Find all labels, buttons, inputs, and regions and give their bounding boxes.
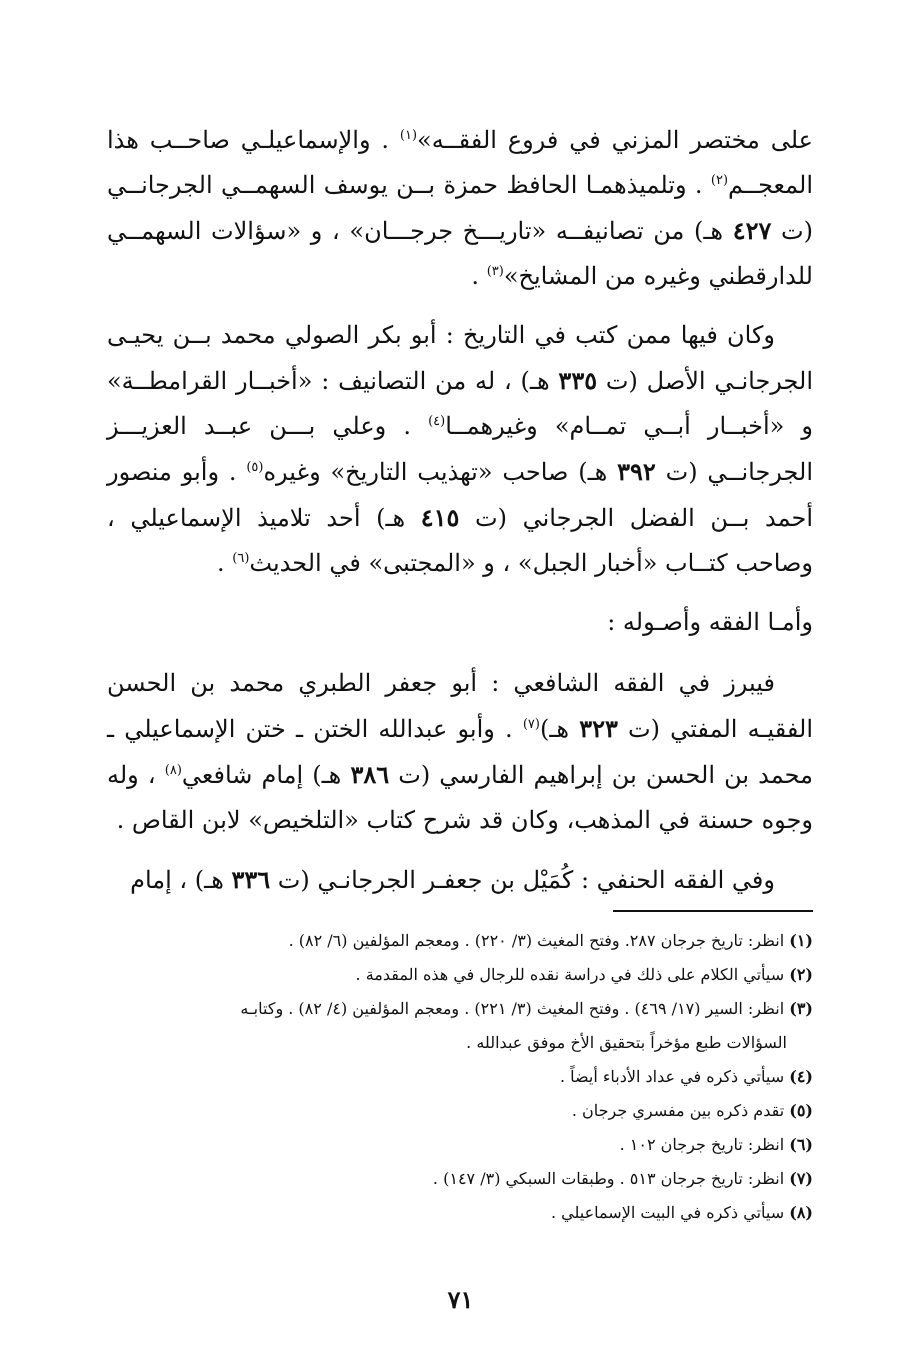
footnote-number: (٧) xyxy=(789,1169,813,1188)
footnote-number: (١) xyxy=(789,931,813,950)
death-year: ٣٣٥ xyxy=(558,366,598,395)
text-run: على مختصر المزني في فروع الفقــه» xyxy=(417,126,813,154)
death-year: ٤٢٧ xyxy=(732,216,772,245)
text-run: هـ) إمام شافعي xyxy=(181,761,351,789)
text-run: . وأبو منصور أحمد بــن الفضل الجرجاني (ت xyxy=(107,458,814,532)
text-run: ، وله وجوه حسنة في المذهب، وكان قد شرح كتاب «التلخيص» لابن القاص . xyxy=(107,761,813,834)
text-run: هـ) xyxy=(539,715,580,743)
footnote-text: سيأتي ذكره في عداد الأدباء أيضاً . xyxy=(560,1067,785,1086)
footnote-text: انظر: تاريخ جرجان ٢٨٧. وفتح المغيث (٣/ ٢٢٠) . ومعجم المؤلفين (٦/ ٨٢) . xyxy=(288,931,785,950)
text-run: وفي الفقه الحنفي : كُمَيْل بن جعفـر الجرجانـي (ت xyxy=(270,866,775,894)
footnote-text-continued: السؤالات طبع مؤخراً بتحقيق الأخ موفق عبدالله . xyxy=(466,1033,787,1052)
text-run: . وعلي بـــن عبــد العزيـــز الجرجانــي (ت xyxy=(107,412,813,486)
footnote-ref-7[interactable]: (٧) xyxy=(522,717,540,732)
text-run: . والإسماعيلـي صاحــب هذا المعجــم xyxy=(107,126,813,199)
text-run: . وأبو عبدالله الختن ـ ختن الإسماعيلي ـ محمد بن الحسن بن إبراهيم الفارسي (ت xyxy=(107,715,814,789)
footnote-text: انظر: تاريخ جرجان ٥١٣ . وطبقات السبكي (٣/ ١٤٧) . xyxy=(432,1169,785,1188)
footnote-7 xyxy=(101,1162,813,1196)
text-run: وكان فيها ممن كتب في التاريخ : أبو بكر الصولي محمد بــن يحيـى الجرجانـي الأصل (ت xyxy=(107,321,813,395)
footnote-number: (٥) xyxy=(789,1101,813,1120)
footnote-text: انظر: السير (١٧/ ٤٦٩) . وفتح المغيث (٣/ ٢٢١) . ومعجم المؤلفين (٤/ ٨٢) . وكتابـه xyxy=(240,999,785,1018)
footnote-ref-2[interactable]: (٢) xyxy=(710,173,729,188)
death-year: ٤١٥ xyxy=(420,503,460,532)
footnote-5 xyxy=(101,1094,813,1128)
footnote-text: تقدم ذكره بين مفسري جرجان . xyxy=(571,1101,785,1120)
death-year: ٣٩٢ xyxy=(617,457,656,486)
main-text xyxy=(107,118,813,903)
footnote-text: انظر: تاريخ جرجان ١٠٢ . xyxy=(619,1135,785,1154)
text-run: . وتلميذهمـا الحافظ حمزة بــن يوسف السهمــي الجرجانــي (ت xyxy=(107,171,813,245)
footnote-number: (٦) xyxy=(789,1135,813,1154)
text-run: هـ) من تصانيفــه «تاريـــخ جرجـــان» ، و «سؤالات السهمــي للدارقطني وغيره من المشايخ» xyxy=(107,217,813,290)
footnote-6 xyxy=(101,1128,813,1162)
footnote-number: (٨) xyxy=(789,1203,813,1222)
text-run: . xyxy=(471,262,487,290)
paragraph-5 xyxy=(107,857,813,903)
footnote-ref-3[interactable]: (٣) xyxy=(486,264,504,279)
paragraph-1 xyxy=(107,118,813,299)
footnote-number: (٣) xyxy=(789,999,813,1018)
text-run: هـ) ، إمام xyxy=(130,866,232,894)
footnote-ref-6[interactable]: (٦) xyxy=(232,551,250,566)
footnote-4 xyxy=(101,1060,813,1094)
death-year: ٣٣٦ xyxy=(231,865,271,894)
paragraph-2 xyxy=(107,313,813,586)
text-run: . xyxy=(217,549,233,577)
section-heading: وأمـا الفقه وأصـوله : xyxy=(607,608,813,636)
footnote-number: (٢) xyxy=(789,965,813,984)
footnote-text: سيأتي الكلام على ذلك في دراسة نقده للرجال في هذه المقدمة . xyxy=(355,965,785,984)
footnote-8 xyxy=(101,1196,813,1230)
footnote-text: سيأتي ذكره في البيت الإسماعيلي . xyxy=(551,1203,785,1222)
footnote-3 xyxy=(101,992,813,1060)
footnote-ref-4[interactable]: (٤) xyxy=(428,414,446,429)
text-run: هـ) صاحب «تهذيب التاريخ» وغيره xyxy=(263,458,618,486)
text-run: هـ) ، له من التصانيف : «أخبــار القرامطــة» و «أخبــار أبــي تمــام» وغيرهمــا xyxy=(107,367,813,440)
text-run: فيبرز في الفقه الشافعي : أبو جعفر الطبري محمد بن الحسن الفقيـه المفتي (ت xyxy=(107,669,813,743)
death-year: ٣٨٦ xyxy=(350,760,390,789)
footnote-ref-8[interactable]: (٨) xyxy=(164,763,182,778)
footnotes xyxy=(101,924,813,1230)
text-run: هـ) أحد تلاميذ الإسماعيلي ، وصاحب كتــاب «أخبار الجبل» ، و «المجتبى» في الحديث xyxy=(107,504,813,577)
footnote-separator xyxy=(613,910,813,912)
footnote-ref-1[interactable]: (١) xyxy=(399,128,418,143)
footnote-2 xyxy=(101,958,813,992)
footnote-number: (٤) xyxy=(789,1067,813,1086)
page-number: ٧١ xyxy=(447,1285,474,1314)
paragraph-4 xyxy=(107,661,813,843)
footnote-ref-5[interactable]: (٥) xyxy=(246,460,264,475)
death-year: ٣٢٣ xyxy=(579,714,618,743)
footnote-1 xyxy=(101,924,813,958)
